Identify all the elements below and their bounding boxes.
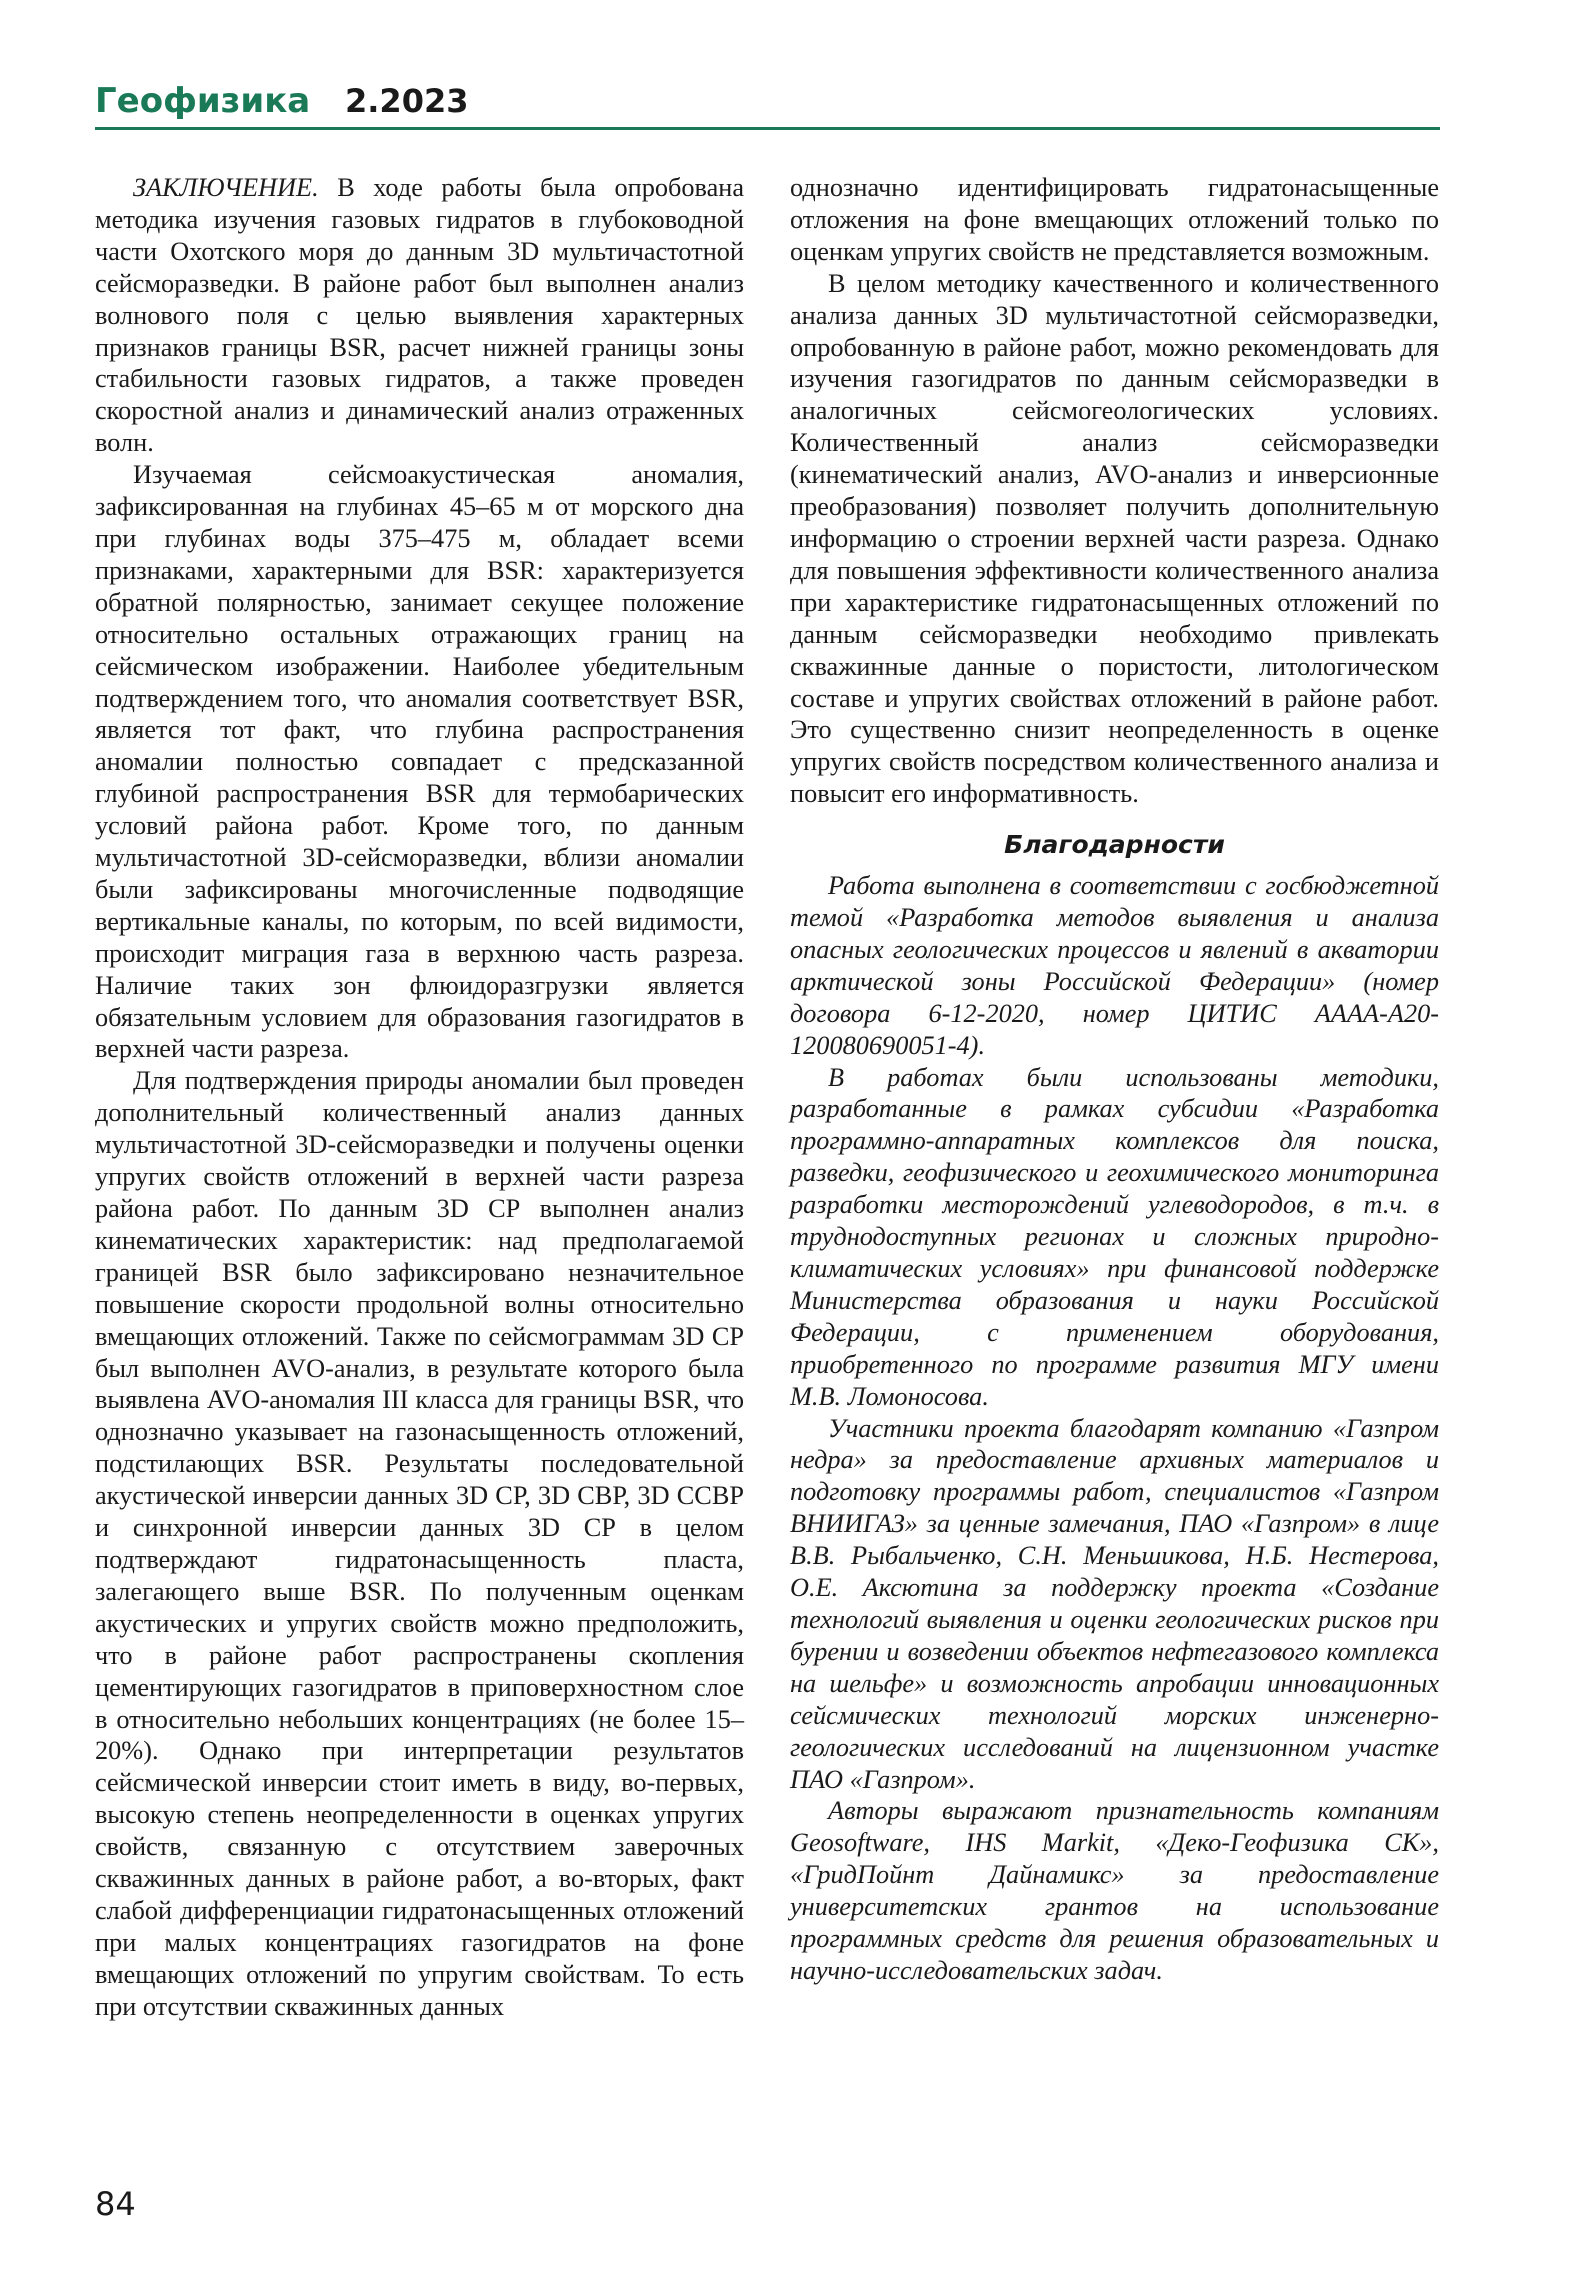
left-column <box>95 172 744 2023</box>
conclusion-lead: ЗАКЛЮЧЕНИЕ. <box>133 173 319 202</box>
running-header <box>95 78 1440 128</box>
conclusion-text: В ходе работы была опробована методика изучения газовых гидратов в глубоководной части Охотского моря до данным 3D мультичастотной сейсморазведки. В районе работ был выполнен анализ волнового поля с целью выявления характерных признаков границы BSR, расчет нижней границы зоны стабильности газовых гидратов, а также проведен скоростной анализ и динамический анализ отраженных волн. <box>95 173 745 458</box>
acknowledgements <box>790 870 1439 1987</box>
header-rule <box>95 127 1440 130</box>
ack-paragraph-methods: В работах были использованы методики, разработанные в рамках субсидии «Разработка программно-аппаратных комплексов для поиска, разведки, геофизического и геохимического мониторинга разработки месторождений углеводородов, в т.ч. в труднодоступных регионах и сложных природно-климатических условиях» при финансовой поддержке Министерства образования и науки Российской Федерации, с применением оборудования, приобретенного по программе развития МГУ имени М.В. Ломоносова. <box>790 1062 1439 1411</box>
conclusion-paragraph <box>95 172 744 459</box>
ack-paragraph-software: Авторы выражают признательность компаниям Geosoftware, IHS Markit, «Деко-Геофизика СК», «ГридПойнт Дайнамикс» за предоставление университетских грантов на использование программных средств для решения образовательных и научно-исследовательских задач. <box>790 1796 1439 1985</box>
journal-title: Геофизика <box>95 81 311 121</box>
right-column <box>790 172 1439 1987</box>
ack-paragraph-participants: Участники проекта благодарят компанию «Газпром недра» за предоставление архивных материалов и подготовку программы работ, специалистов «Газпром ВНИИГАЗ» за ценные замечания, ПАО «Газпром» в лице В.В. Рыбальченко, С.Н. Меньшикова, Н.Б. Нестерова, О.Е. Аксютина за поддержку проекта «Создание технологий выявления и оценки геологических рисков при бурении и возведении объектов нефтегазового комплекса на шельфе» и возможность апробации инновационных сейсмических технологий морских инженерно-геологических исследований на лицензионном участке ПАО «Газпром». <box>790 1413 1439 1794</box>
ack-paragraph-funding: Работа выполнена в соответствии с госбюджетной темой «Разработка методов выявления и анализа опасных геологических процессов и явлений в акватории арктической зоны Российской Федерации» (номер договора 6-12-2020, номер ЦИТИС АААА-А20-120080690051-4). <box>790 871 1439 1060</box>
recommendation-paragraph: В целом методику качественного и количественного анализа данных 3D мультичастотной сейсморазведки, опробованную в районе работ, можно рекомендовать для изучения газогидратов по данным сейсморазведки в аналогичных сейсмогеологических условиях. Количественный анализ сейсморазведки (кинематический анализ, AVO-анализ и инверсионные преобразования) позволяет получить дополнительную информацию о строении верхней части разреза. Однако для повышения эффективности количественного анализа при характеристике гидратонасыщенных отложений по данным сейсморазведки необходимо привлекать скважинные данные о пористости, литологическом составе и упругих свойствах отложений в районе работ. Это существенно снизит неопределенность в оценке упругих свойств посредством количественного анализа и повысит его информативность. <box>790 268 1439 809</box>
page-number: 84 <box>95 2185 136 2223</box>
anomaly-paragraph: Изучаемая сейсмоакустическая аномалия, зафиксированная на глубинах 45–65 м от морского дна при глубинах воды 375–475 м, обладает всеми признаками, характерными для BSR: характеризуется обратной полярностью, занимает секущее положение относительно остальных отражающих границ на сейсмическом изображении. Наиболее убедительным подтверждением того, что аномалия соответствует BSR, является тот факт, что глубина распространения аномалии полностью совпадает с предсказанной глубиной распространения BSR для термобарических условий района работ. Кроме того, по данным мультичастотной 3D-сейсморазведки, вблизи аномалии были зафиксированы многочисленные подводящие вертикальные каналы, по которым, по всей видимости, происходит миграция газа в верхнюю часть разреза. Наличие таких зон флюидоразгрузки является обязательным условием для образования газогидратов в верхней части разреза. <box>95 460 744 1064</box>
issue-number: 2.2023 <box>345 82 469 120</box>
acknowledgements-heading: Благодарности <box>1004 830 1225 860</box>
confirmation-paragraph: Для подтверждения природы аномалии был проведен дополнительный количественный анализ данных мультичастотной 3D-сейсморазведки и получены оценки упругих свойств отложений в верхней части разреза района работ. По данным 3D СР выполнен анализ кинематических характеристик: над предполагаемой границей BSR было зафиксировано незначительное повышение скорости продольной волны относительно вмещающих отложений. Также по сейсмограммам 3D СР был выполнен AVO-анализ, в результате которого была выявлена AVO-аномалия III класса для границы BSR, что однозначно указывает на газонасыщенность отложений, подстилающих BSR. Результаты последовательной акустической инверсии данных 3D СР, 3D СВР, 3D ССВР и синхронной инверсии данных 3D СР в целом подтверждают гидратонасыщенность пласта, залегающего выше BSR. По полученным оценкам акустических и упругих свойств можно предположить, что в районе работ распространены скопления цементирующих газогидратов в приповерхностном слое в относительно небольших концентрациях (не более 15–20%). Однако при интерпретации результатов сейсмической инверсии стоит иметь в виду, во-первых, высокую степень неопределенности в оценках упругих свойств, связанную с отсутствием заверочных скважинных данных в районе работ, а во-вторых, факт слабой дифференциации гидратонасыщенных отложений при малых концентрациях газогидратов на фоне вмещающих отложений по упругим свойствам. То есть при отсутствии скважинных данных <box>95 1066 744 2021</box>
continuation-paragraph: однозначно идентифицировать гидратонасыщенные отложения на фоне вмещающих отложений только по оценкам упругих свойств не представляется возможным. <box>790 173 1439 266</box>
